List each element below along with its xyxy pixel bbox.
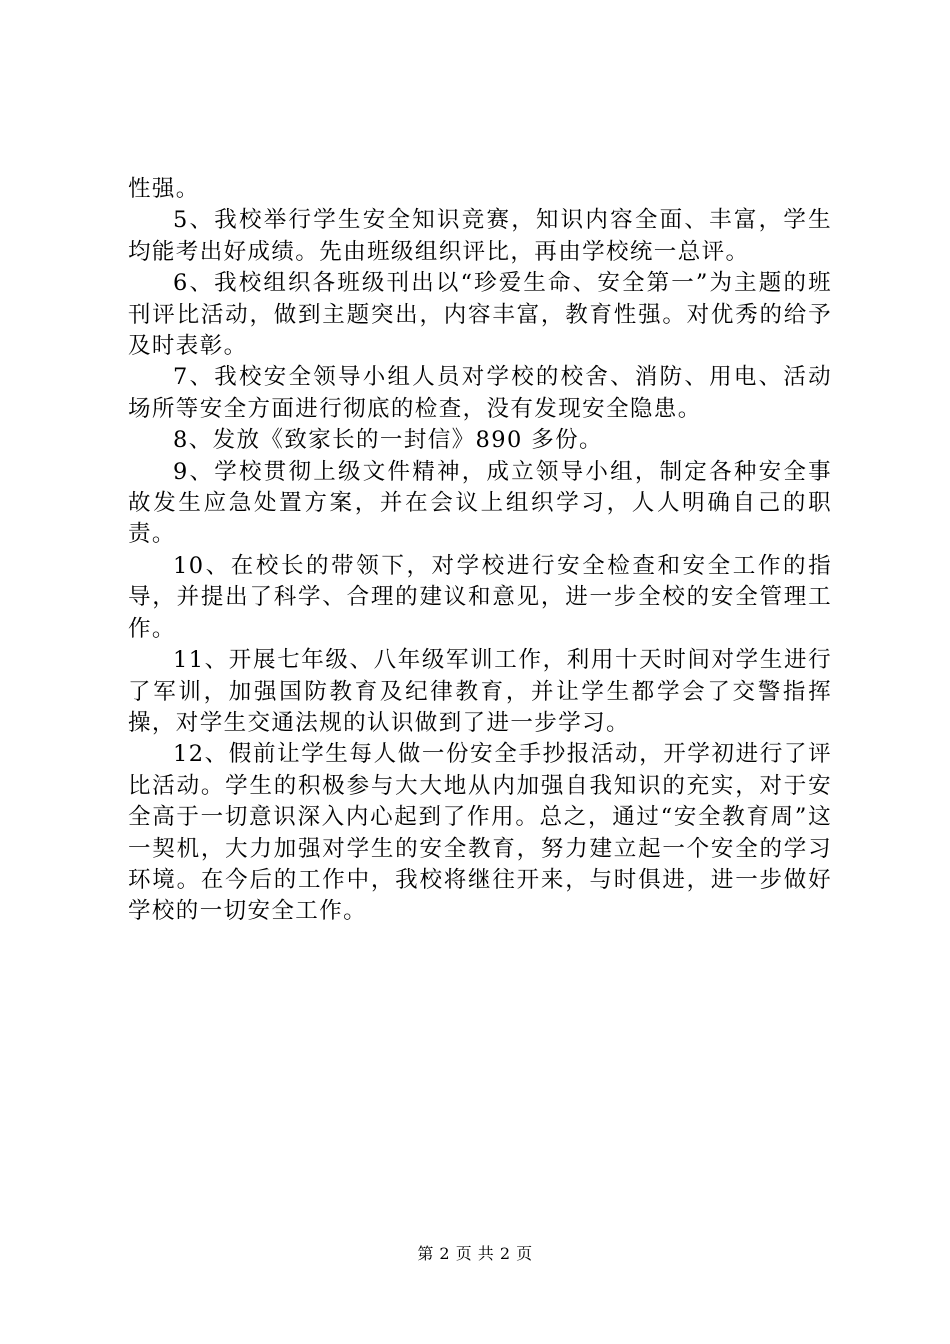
paragraph-item-8: 8、发放《致家长的一封信》890 多份。 [173,427,603,454]
paragraph-item-5: 5、我校举行学生安全知识竞赛，知识内容全面、丰富，学生均能考出好成绩。先由班级组织评比，再由学校统一总评。 [128,207,832,265]
page-number-label: 第 2 页 共 2 页 [417,1244,533,1263]
page-footer [0,1244,950,1264]
paragraph-item-7: 7、我校安全领导小组人员对学校的校舍、消防、用电、活动场所等安全方面进行彻底的检查，没有发现安全隐患。 [128,364,832,422]
paragraph-item-9: 9、学校贯彻上级文件精神，成立领导小组，制定各种安全事故发生应急处置方案，并在会议上组织学习，人人明确自己的职责。 [128,458,832,548]
paragraph-item-11: 11、开展七年级、八年级军训工作，利用十天时间对学生进行了军训，加强国防教育及纪律教育，并让学生都学会了交警指挥操，对学生交通法规的认识做到了进一步学习。 [128,647,832,736]
paragraph-item-12: 12、假前让学生每人做一份安全手抄报活动，开学初进行了评比活动。学生的积极参与大大地从内加强自我知识的充实，对于安全高于一切意识深入内心起到了作用。总之，通过“安全教育周”这一契机，大力加强对学生的安全教育，努力建立起一个安全的学习环境。在今后的工作中，我校将继往开来，与时俱进，进一步做好学校的一切安全工作。 [128,741,832,925]
document-body [128,174,832,928]
paragraph-item-6: 6、我校组织各班级刊出以“珍爱生命、安全第一”为主题的班刊评比活动，做到主题突出，内容丰富，教育性强。对优秀的给予及时表彰。 [128,270,832,360]
paragraph-continued: 性强。 [128,176,200,202]
paragraph-item-10: 10、在校长的带领下，对学校进行安全检查和安全工作的指导，并提出了科学、合理的建议和意见，进一步全校的安全管理工作。 [128,552,832,642]
